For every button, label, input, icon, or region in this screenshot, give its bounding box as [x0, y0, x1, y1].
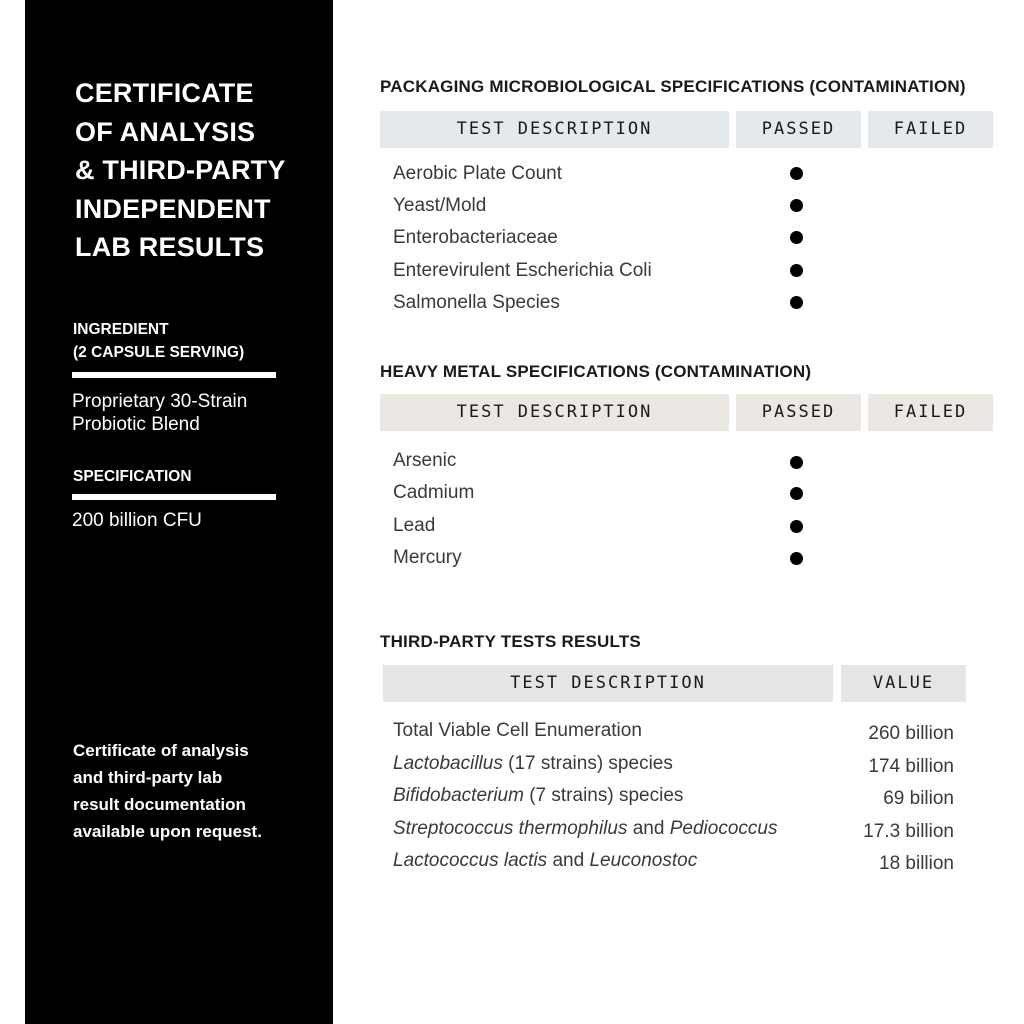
packaging-row-label: Enterobacteriaceae [393, 227, 558, 248]
ingredient-divider [72, 372, 276, 378]
label-part: Total Viable Cell Enumeration [393, 720, 642, 741]
third-party-row-label [393, 849, 697, 873]
heavy-metal-row-label: Mercury [393, 547, 462, 568]
passed-indicator [790, 199, 803, 212]
passed-indicator [790, 231, 803, 244]
note-line: result documentation [73, 795, 246, 814]
third-party-row-value: 69 bilion [883, 788, 954, 809]
label-part: Lactococcus lactis [393, 850, 548, 871]
heavy-metal-header-failed: FAILED [868, 394, 993, 431]
label-part: Streptococcus thermophilus [393, 818, 628, 839]
title-line: & THIRD-PARTY [75, 155, 286, 185]
label-part: and [627, 818, 670, 839]
heavy-metal-row-label: Arsenic [393, 450, 457, 471]
ingredient-line: Probiotic Blend [72, 414, 200, 435]
note-line: available upon request. [73, 822, 262, 841]
note-line: Certificate of analysis [73, 741, 249, 760]
certificate-title [75, 74, 325, 267]
third-party-row-label [393, 752, 673, 776]
third-party-row-value: 260 billion [868, 723, 954, 744]
heavy-metal-header-passed: PASSED [736, 394, 861, 431]
label-part: (7 strains) species [523, 785, 684, 806]
note-line: and third-party lab [73, 768, 223, 787]
passed-indicator [790, 167, 803, 180]
title-line: CERTIFICATE [75, 78, 254, 108]
passed-indicator [790, 264, 803, 277]
passed-indicator [790, 296, 803, 309]
passed-indicator [790, 520, 803, 533]
specification-value: 200 billion CFU [72, 510, 202, 531]
packaging-header-passed: PASSED [736, 111, 861, 148]
passed-indicator [790, 487, 803, 500]
ingredient-name [72, 390, 247, 436]
packaging-header-failed: FAILED [868, 111, 993, 148]
third-party-row-value: 18 billion [879, 853, 954, 874]
title-line: INDEPENDENT [75, 193, 271, 224]
ingredient-heading-line: (2 CAPSULE SERVING) [73, 344, 245, 361]
heavy-metal-header-description: TEST DESCRIPTION [380, 394, 729, 431]
ingredient-line: Proprietary 30-Strain [72, 391, 248, 412]
specification-heading: SPECIFICATION [73, 468, 192, 485]
passed-indicator [790, 456, 803, 469]
heavy-metal-row-label: Lead [393, 515, 436, 536]
third-party-row-value: 174 billion [868, 756, 954, 777]
heavy-metal-row-label: Cadmium [393, 482, 475, 503]
packaging-header-description: TEST DESCRIPTION [380, 111, 729, 148]
packaging-row-label: Salmonella Species [393, 292, 560, 313]
label-part: Bifidobacterium [393, 785, 524, 806]
third-party-section-title: THIRD-PARTY TESTS RESULTS [380, 632, 641, 651]
title-line: OF ANALYSIS [75, 116, 256, 147]
availability-note [73, 737, 313, 845]
third-party-header-value: VALUE [841, 665, 966, 702]
third-party-row-label [393, 784, 683, 808]
packaging-row-label: Yeast/Mold [393, 195, 487, 216]
label-part: Pediococcus [669, 818, 778, 839]
label-part: Leuconostoc [589, 850, 698, 871]
ingredient-heading [73, 318, 244, 364]
specification-divider [72, 494, 276, 500]
third-party-header-description: TEST DESCRIPTION [383, 665, 833, 702]
packaging-section-title: PACKAGING MICROBIOLOGICAL SPECIFICATIONS (CONTAMINATION) [380, 77, 966, 96]
passed-indicator [790, 552, 803, 565]
sidebar [25, 0, 333, 1024]
title-line: LAB RESULTS [75, 232, 265, 262]
third-party-row-value: 17.3 billion [863, 821, 954, 842]
heavy-metal-section-title: HEAVY METAL SPECIFICATIONS (CONTAMINATION) [380, 362, 812, 381]
ingredient-heading-line: INGREDIENT [73, 321, 169, 338]
label-part: and [547, 850, 590, 871]
packaging-row-label: Aerobic Plate Count [393, 163, 562, 184]
label-part: (17 strains) species [502, 753, 673, 774]
third-party-row-label [393, 719, 642, 743]
third-party-row-label [393, 817, 777, 841]
label-part: Lactobacillus [393, 753, 503, 774]
packaging-row-label: Enterevirulent Escherichia Coli [393, 260, 652, 281]
